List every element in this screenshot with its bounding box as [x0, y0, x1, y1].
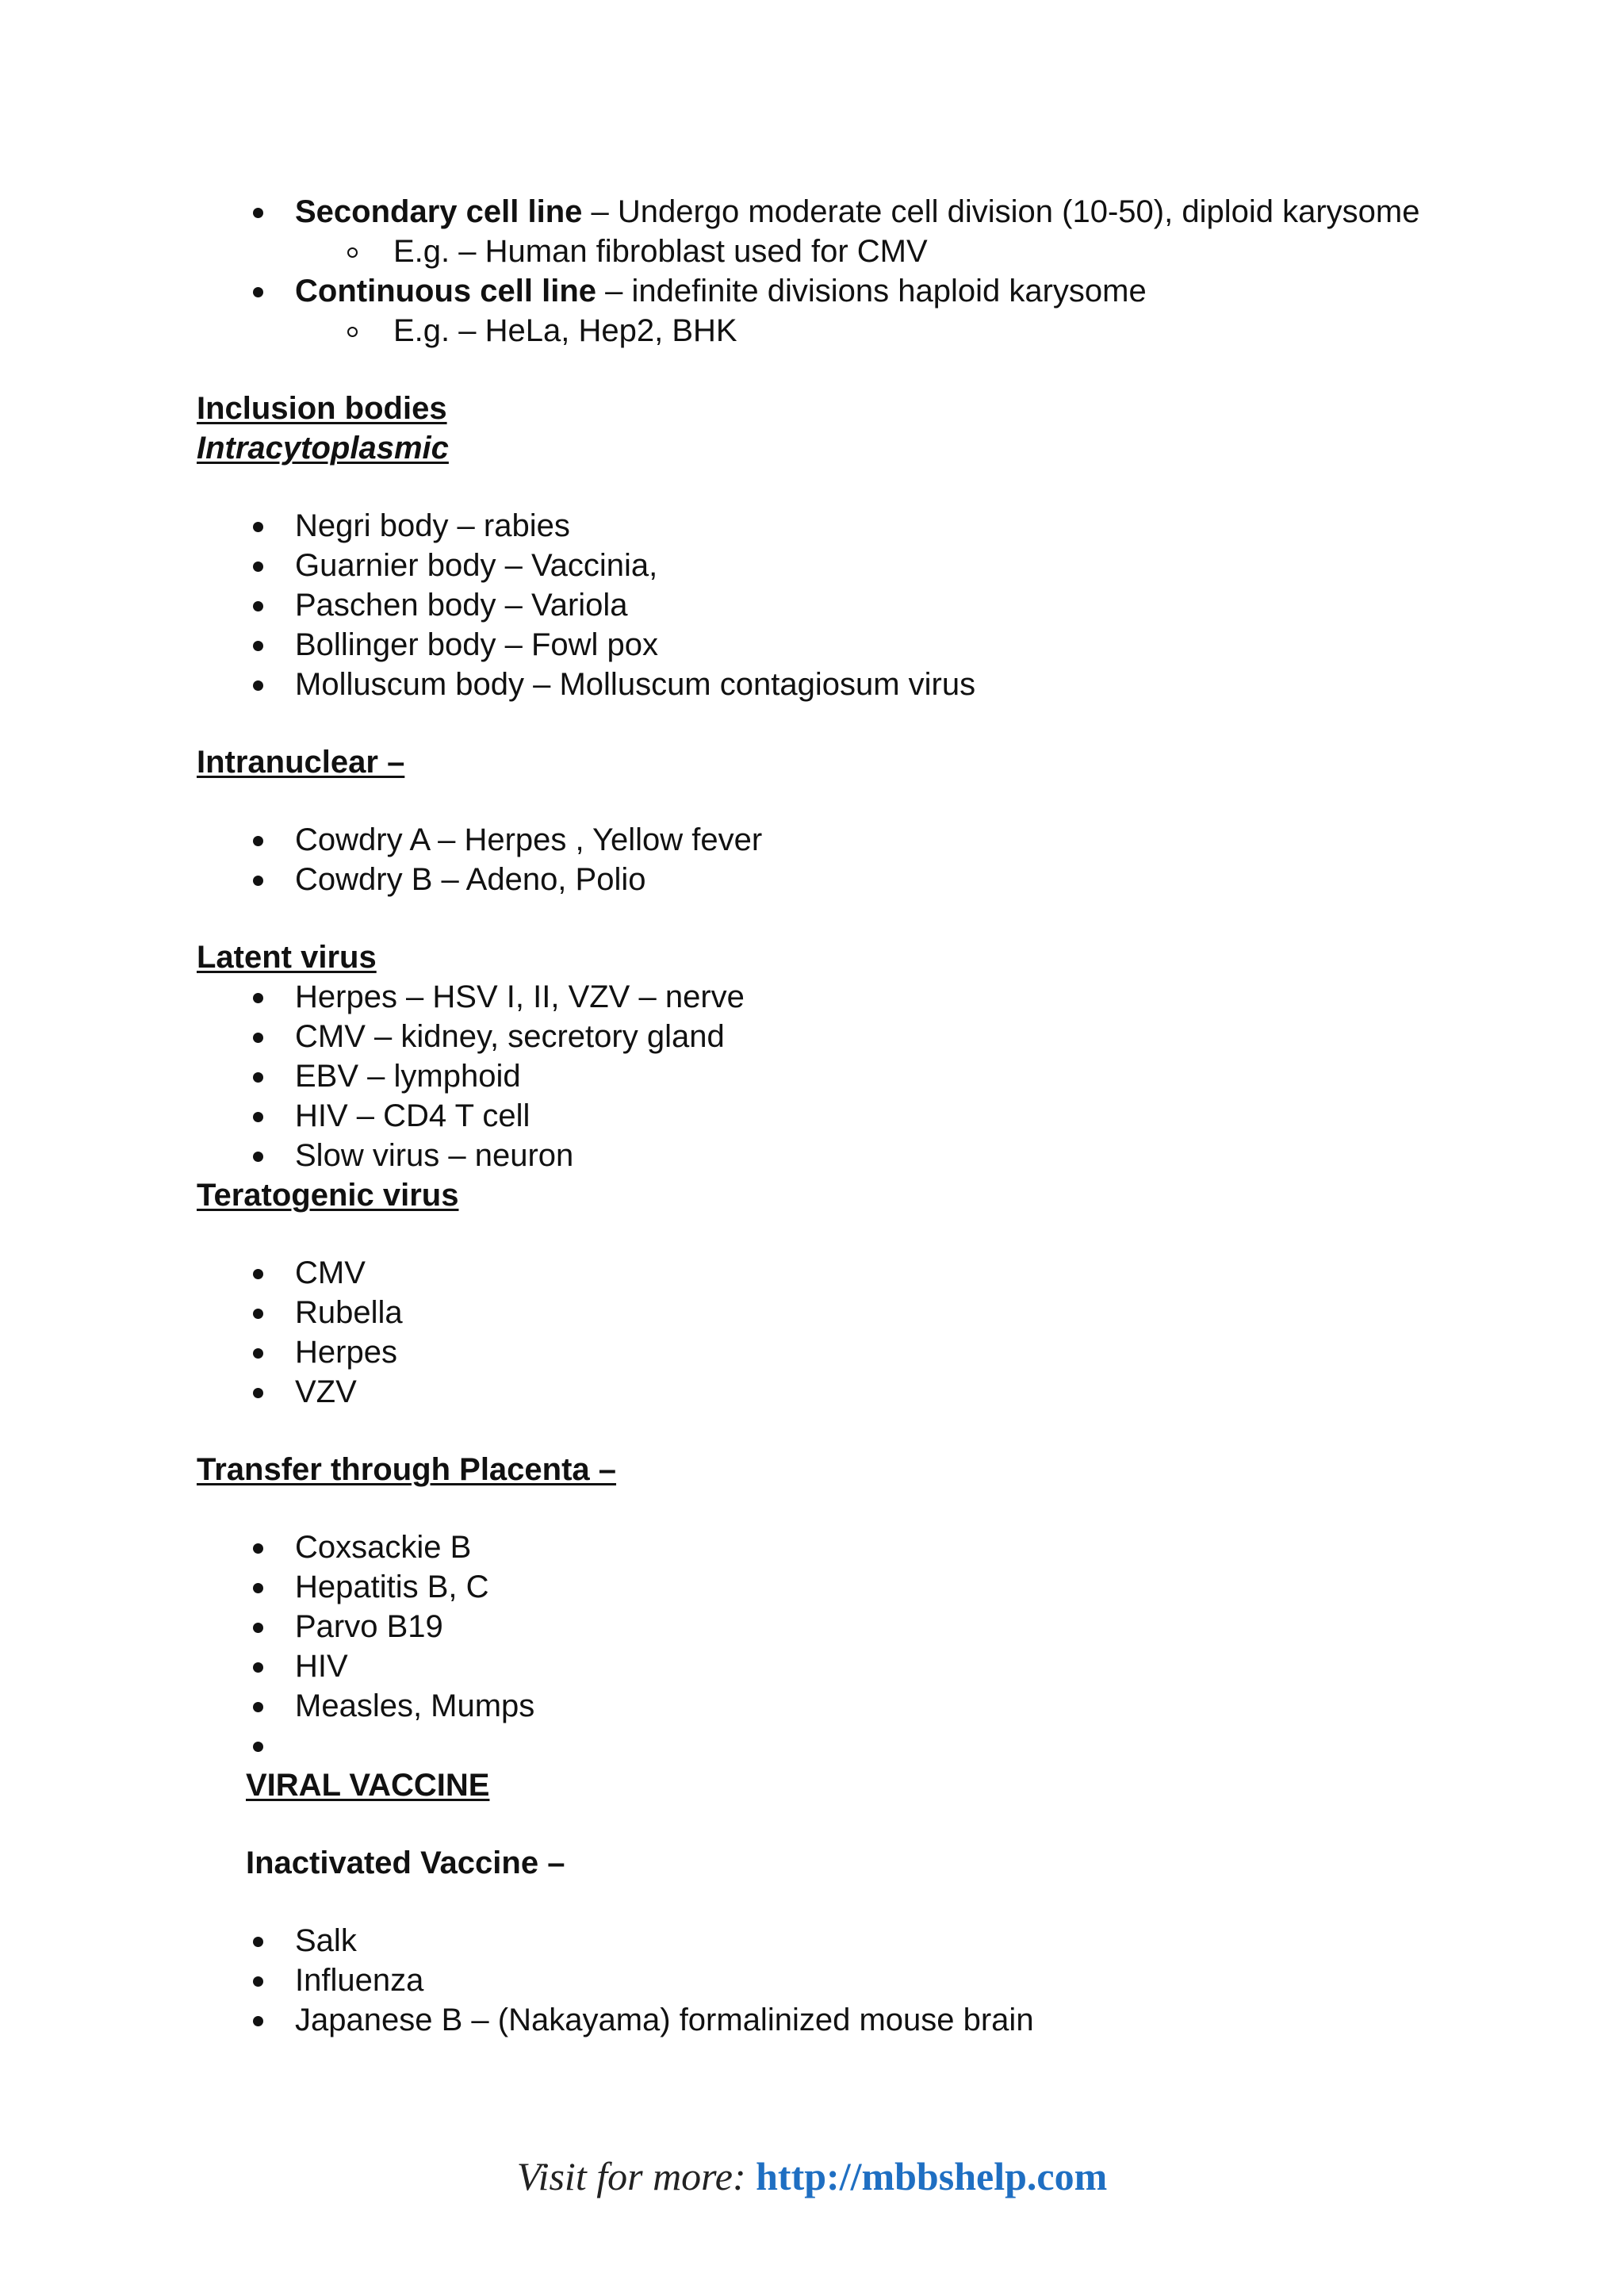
- subheading-inactivated-vaccine: Inactivated Vaccine –: [246, 1846, 565, 1880]
- list-item: Negri body – rabies: [197, 506, 1465, 546]
- spacer: [197, 351, 1465, 389]
- list-subitem: [197, 232, 1465, 271]
- spacer: [197, 1805, 1465, 1843]
- section-subheading-intracytoplasmic: Intracytoplasmic: [197, 431, 449, 466]
- spacer: [197, 1883, 1465, 1921]
- list-item: Bollinger body – Fowl pox: [197, 625, 1465, 665]
- cell-line-description: – Undergo moderate cell division (10-50), diploid karysome: [582, 194, 1420, 229]
- latent-virus-list: [197, 977, 1465, 1175]
- list-item: [197, 192, 1465, 232]
- empty-list-item: [197, 1726, 1465, 1765]
- spacer: [197, 899, 1465, 937]
- list-subitem: [197, 311, 1465, 351]
- list-item: Parvo B19: [197, 1607, 1465, 1646]
- footer-lead-text: Visit for more:: [516, 2154, 756, 2198]
- list-item: HIV – CD4 T cell: [197, 1096, 1465, 1136]
- list-item: EBV – lymphoid: [197, 1056, 1465, 1096]
- spacer: [197, 782, 1465, 820]
- page-footer: [0, 2152, 1624, 2200]
- vaccine-list: [197, 1921, 1465, 2040]
- list-item: Guarnier body – Vaccinia,: [197, 546, 1465, 585]
- list-item: HIV: [197, 1646, 1465, 1686]
- spacer: [197, 1489, 1465, 1527]
- footer-link[interactable]: http://mbbshelp.com: [756, 2154, 1108, 2198]
- section-heading-intranuclear: Intranuclear –: [197, 745, 405, 780]
- list-item: Japanese B – (Nakayama) formalinized mouse brain: [197, 2000, 1465, 2040]
- list-item: Coxsackie B: [197, 1527, 1465, 1567]
- section-heading-inclusion-bodies: Inclusion bodies: [197, 391, 447, 426]
- list-item: Rubella: [197, 1293, 1465, 1332]
- spacer: [197, 1412, 1465, 1450]
- list-item: Paschen body – Variola: [197, 585, 1465, 625]
- inclusion-list: [197, 506, 1465, 704]
- cell-line-term: Secondary cell line: [295, 194, 583, 229]
- list-item: VZV: [197, 1372, 1465, 1412]
- cell-line-description: – indefinite divisions haploid karysome: [596, 274, 1147, 309]
- section-heading-viral-vaccine: VIRAL VACCINE: [246, 1768, 490, 1803]
- spacer: [197, 1215, 1465, 1253]
- list-item: Cowdry A – Herpes , Yellow fever: [197, 820, 1465, 860]
- intranuclear-list: [197, 820, 1465, 899]
- cell-line-example: E.g. – HeLa, Hep2, BHK: [393, 313, 737, 348]
- list-item: Hepatitis B, C: [197, 1567, 1465, 1607]
- list-item: Herpes – HSV I, II, VZV – nerve: [197, 977, 1465, 1017]
- section-heading-latent-virus: Latent virus: [197, 940, 377, 975]
- cell-line-list: [197, 192, 1465, 351]
- cell-line-example: E.g. – Human fibroblast used for CMV: [393, 234, 928, 269]
- teratogenic-list: [197, 1253, 1465, 1412]
- spacer: [197, 468, 1465, 506]
- list-item: Influenza: [197, 1961, 1465, 2000]
- list-item: [197, 271, 1465, 311]
- list-item: Salk: [197, 1921, 1465, 1961]
- cell-line-term: Continuous cell line: [295, 274, 597, 309]
- list-item: Herpes: [197, 1332, 1465, 1372]
- list-item: Slow virus – neuron: [197, 1136, 1465, 1175]
- list-item: CMV: [197, 1253, 1465, 1293]
- list-item: CMV – kidney, secretory gland: [197, 1017, 1465, 1056]
- document-body: [197, 192, 1465, 2040]
- list-item: Cowdry B – Adeno, Polio: [197, 860, 1465, 899]
- section-heading-teratogenic-virus: Teratogenic virus: [197, 1178, 459, 1213]
- list-item: Molluscum body – Molluscum contagiosum virus: [197, 665, 1465, 704]
- section-heading-placenta: Transfer through Placenta –: [197, 1452, 617, 1487]
- list-item: Measles, Mumps: [197, 1686, 1465, 1726]
- placenta-list: [197, 1527, 1465, 1765]
- spacer: [197, 704, 1465, 742]
